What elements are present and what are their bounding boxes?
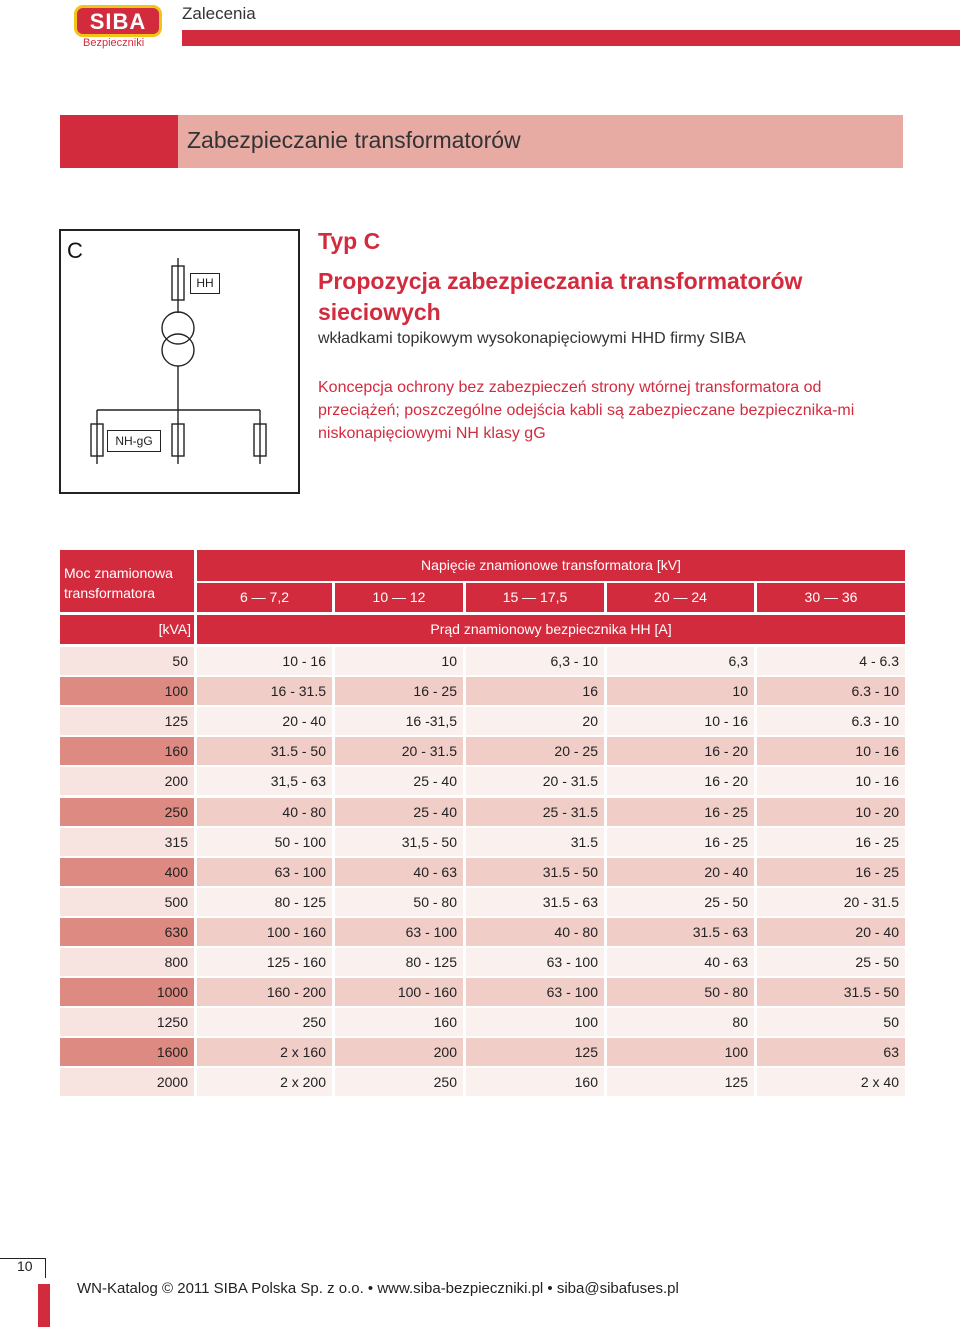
power-cell: 2000	[60, 1068, 194, 1096]
current-cell: 80 - 125	[197, 888, 332, 916]
table-row	[60, 647, 905, 675]
current-cell: 2 x 40	[757, 1068, 905, 1096]
nhgg-label: NH-gG	[107, 430, 161, 452]
power-header	[60, 550, 194, 612]
proposal-subheading: wkładkami topikowym wysokonapięciowymi HHD firmy SIBA	[318, 330, 746, 347]
concept-description: Koncepcja ochrony bez zabezpieczeń strony wtórnej transformatora od przeciążeń; poszczególne odejścia kabli są zabezpieczane bezpiecznika-mi niskonapięciowymi NH klasy gG	[318, 379, 855, 442]
current-cell: 20 - 40	[197, 707, 332, 735]
table-row	[60, 707, 905, 735]
power-cell: 125	[60, 707, 194, 735]
current-cell: 160	[335, 1008, 463, 1036]
table-row	[60, 798, 905, 826]
power-cell: 1000	[60, 978, 194, 1006]
power-header-line-2: transformatora	[64, 585, 156, 601]
current-cell: 4 - 6.3	[757, 647, 905, 675]
current-cell: 6.3 - 10	[757, 677, 905, 705]
current-cell: 31.5	[466, 828, 604, 856]
current-header: Prąd znamionowy bezpiecznika HH [A]	[197, 615, 905, 644]
logo-subtitle: Bezpieczniki	[83, 37, 145, 49]
power-cell: 1600	[60, 1038, 194, 1066]
table-row	[60, 918, 905, 946]
current-cell: 31.5 - 63	[607, 918, 754, 946]
voltage-col-5: 30 — 36	[757, 583, 905, 612]
voltage-columns	[197, 583, 905, 612]
current-cell: 63 - 100	[466, 948, 604, 976]
table-row	[60, 1068, 905, 1096]
power-cell: 250	[60, 798, 194, 826]
current-cell: 6.3 - 10	[757, 707, 905, 735]
page-number: 10	[17, 1258, 33, 1274]
current-cell: 20 - 31.5	[757, 888, 905, 916]
current-cell: 10 - 16	[757, 737, 905, 765]
current-cell: 16 - 25	[757, 858, 905, 886]
current-cell: 31.5 - 50	[197, 737, 332, 765]
current-cell: 10 - 16	[197, 647, 332, 675]
proposal-heading: Propozycja zabezpieczania transformatorów sieciowych	[318, 268, 803, 325]
current-cell: 63 - 100	[335, 918, 463, 946]
power-cell: 100	[60, 677, 194, 705]
current-cell: 16 - 25	[335, 677, 463, 705]
current-cell: 125	[607, 1068, 754, 1096]
current-cell: 125	[466, 1038, 604, 1066]
current-cell: 100 - 160	[335, 978, 463, 1006]
current-cell: 80	[607, 1008, 754, 1036]
voltage-col-3: 15 — 17,5	[466, 583, 604, 612]
current-cell: 31.5 - 50	[466, 858, 604, 886]
current-cell: 10 - 16	[607, 707, 754, 735]
current-cell: 25 - 40	[335, 798, 463, 826]
current-cell: 160	[466, 1068, 604, 1096]
current-cell: 16 - 25	[607, 828, 754, 856]
current-cell: 31,5 - 63	[197, 767, 332, 795]
power-cell: 630	[60, 918, 194, 946]
current-cell: 10 - 16	[757, 767, 905, 795]
current-cell: 25 - 31.5	[466, 798, 604, 826]
table-row	[60, 828, 905, 856]
voltage-col-1: 6 — 7,2	[197, 583, 332, 612]
current-cell: 31.5 - 50	[757, 978, 905, 1006]
current-cell: 20 - 40	[757, 918, 905, 946]
current-cell: 16 - 25	[757, 828, 905, 856]
power-cell: 400	[60, 858, 194, 886]
table-row	[60, 767, 905, 795]
power-cell: 500	[60, 888, 194, 916]
footer-accent	[38, 1284, 50, 1327]
type-heading: Typ C	[318, 228, 381, 254]
current-cell: 6,3	[607, 647, 754, 675]
current-cell: 40 - 63	[335, 858, 463, 886]
current-cell: 16 - 31.5	[197, 677, 332, 705]
current-cell: 50 - 80	[335, 888, 463, 916]
current-cell: 2 x 200	[197, 1068, 332, 1096]
table-row	[60, 948, 905, 976]
current-cell: 16 - 20	[607, 737, 754, 765]
table-row	[60, 1038, 905, 1066]
power-header-line-1: Moc znamionowa	[64, 565, 173, 581]
current-cell: 63	[757, 1038, 905, 1066]
current-cell: 31.5 - 63	[466, 888, 604, 916]
current-cell: 25 - 50	[607, 888, 754, 916]
current-cell: 250	[335, 1068, 463, 1096]
logo-text: SIBA	[89, 9, 147, 34]
unit-label: [kVA]	[60, 615, 194, 644]
current-cell: 20 - 25	[466, 737, 604, 765]
page-title: Zabezpieczanie transformatorów	[187, 127, 521, 153]
current-cell: 10	[335, 647, 463, 675]
current-cell: 16	[466, 677, 604, 705]
hh-label: HH	[190, 273, 220, 294]
current-cell: 40 - 80	[197, 798, 332, 826]
table-row	[60, 888, 905, 916]
current-cell: 40 - 63	[607, 948, 754, 976]
table-row	[60, 737, 905, 765]
power-cell: 50	[60, 647, 194, 675]
current-cell: 40 - 80	[466, 918, 604, 946]
current-cell: 50 - 80	[607, 978, 754, 1006]
voltage-col-2: 10 — 12	[335, 583, 463, 612]
voltage-header: Napięcie znamionowe transformatora [kV]	[197, 550, 905, 581]
power-cell: 800	[60, 948, 194, 976]
current-cell: 25 - 40	[335, 767, 463, 795]
table-row	[60, 1008, 905, 1036]
transformer-coil-bottom	[162, 334, 194, 366]
current-cell: 6,3 - 10	[466, 647, 604, 675]
table-row	[60, 858, 905, 886]
current-cell: 10	[607, 677, 754, 705]
section-label: Zalecenia	[182, 4, 256, 23]
current-cell: 50	[757, 1008, 905, 1036]
current-cell: 125 - 160	[197, 948, 332, 976]
current-cell: 16 - 25	[607, 798, 754, 826]
current-cell: 25 - 50	[757, 948, 905, 976]
current-cell: 20 - 31.5	[466, 767, 604, 795]
voltage-col-4: 20 — 24	[607, 583, 754, 612]
current-cell: 100 - 160	[197, 918, 332, 946]
footer-text: WN-Katalog © 2011 SIBA Polska Sp. z o.o. • www.siba-bezpieczniki.pl • siba@sibafuses.pl	[77, 1280, 679, 1297]
current-cell: 20	[466, 707, 604, 735]
current-cell: 63 - 100	[197, 858, 332, 886]
current-cell: 80 - 125	[335, 948, 463, 976]
current-cell: 50 - 100	[197, 828, 332, 856]
current-cell: 100	[607, 1038, 754, 1066]
current-cell: 16 -31,5	[335, 707, 463, 735]
table-row	[60, 978, 905, 1006]
current-cell: 31,5 - 50	[335, 828, 463, 856]
current-cell: 2 x 160	[197, 1038, 332, 1066]
power-cell: 1250	[60, 1008, 194, 1036]
current-cell: 250	[197, 1008, 332, 1036]
current-cell: 20 - 40	[607, 858, 754, 886]
current-cell: 20 - 31.5	[335, 737, 463, 765]
current-cell: 160 - 200	[197, 978, 332, 1006]
table-row	[60, 677, 905, 705]
current-cell: 10 - 20	[757, 798, 905, 826]
power-cell: 315	[60, 828, 194, 856]
power-cell: 200	[60, 767, 194, 795]
current-cell: 16 - 20	[607, 767, 754, 795]
current-cell: 100	[466, 1008, 604, 1036]
current-cell: 63 - 100	[466, 978, 604, 1006]
current-cell: 200	[335, 1038, 463, 1066]
power-cell: 160	[60, 737, 194, 765]
diagram-type-letter: C	[67, 238, 83, 263]
